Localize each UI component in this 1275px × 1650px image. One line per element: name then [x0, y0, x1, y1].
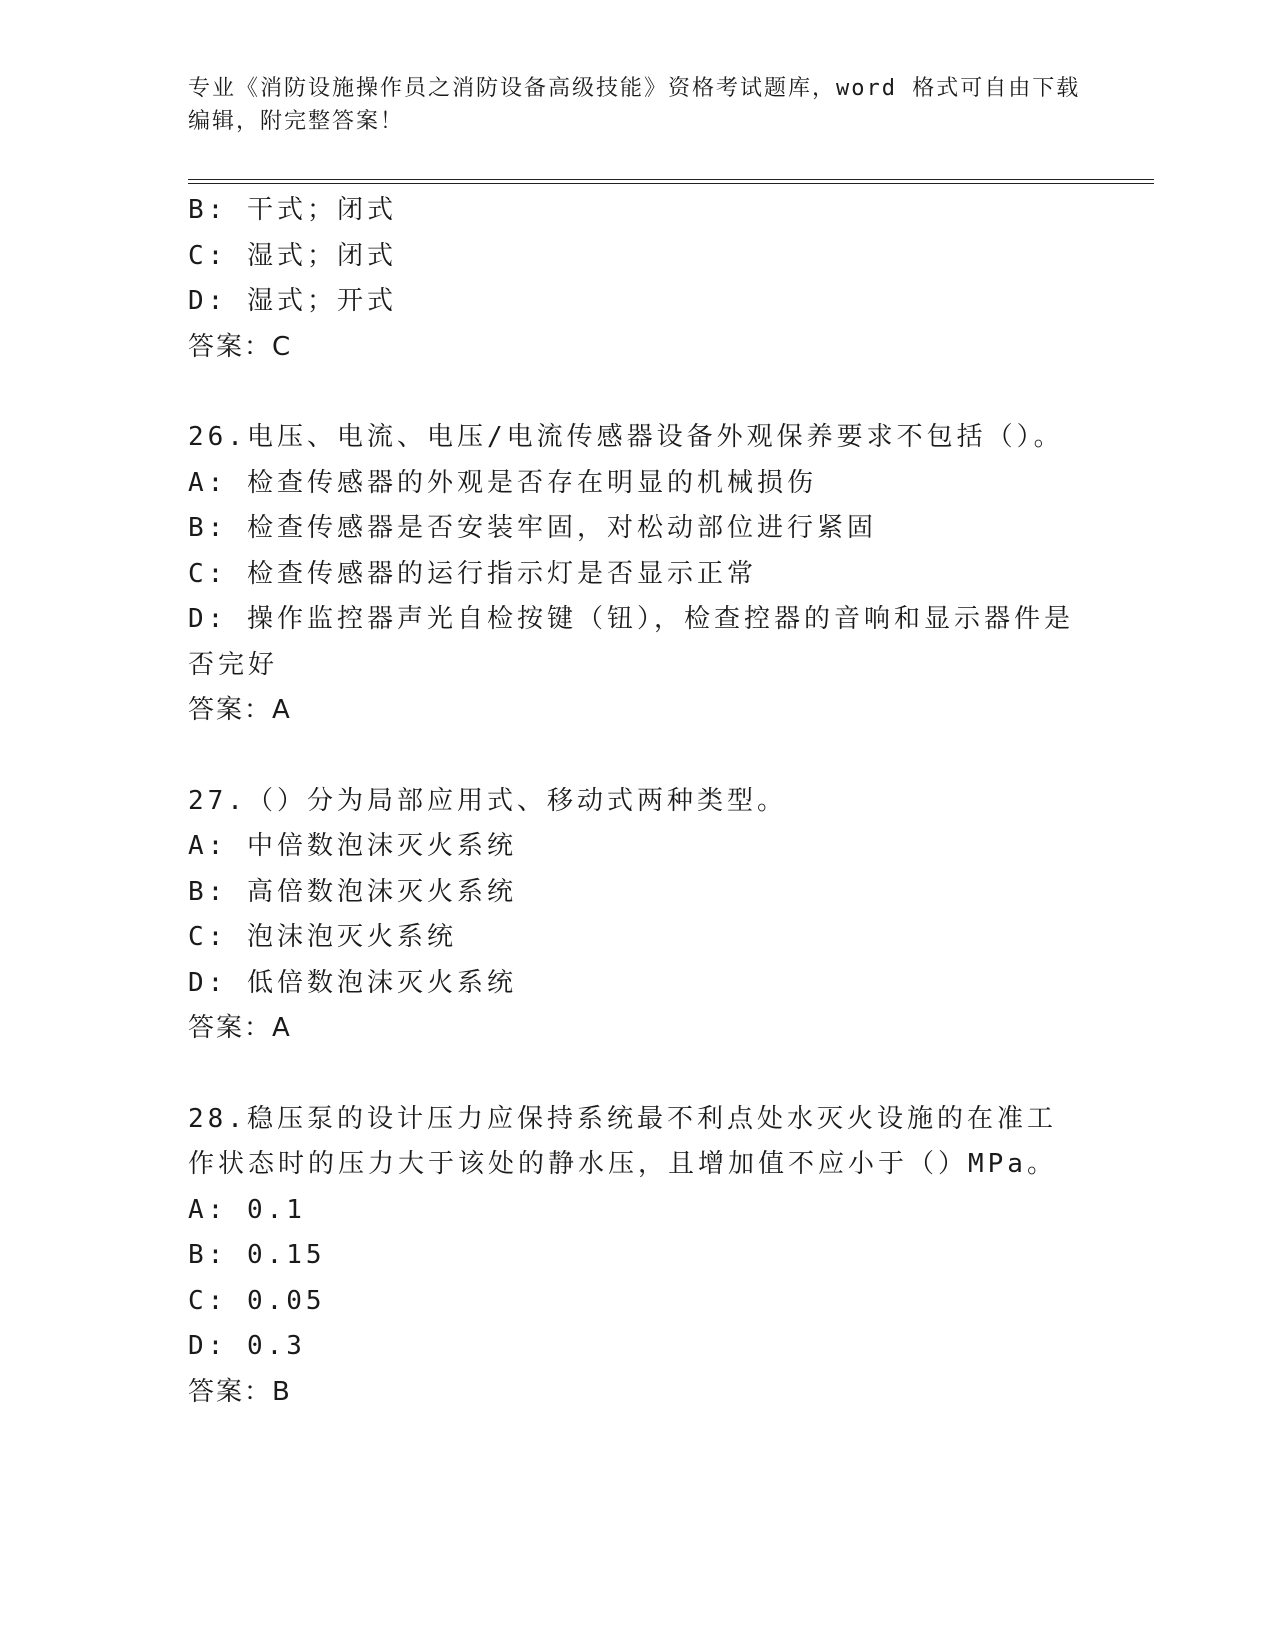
question-stem: 28.稳压泵的设计压力应保持系统最不利点处水灭火设施的在准工作状态时的压力大于该处的静水压，且增加值不应小于（）MPa。 — [188, 1103, 1057, 1179]
option-c: C: 检查传感器的运行指示灯是否显示正常 — [188, 558, 757, 589]
option-c: C: 泡沫泡灭火系统 — [188, 922, 457, 952]
header-divider-top — [188, 179, 1154, 180]
option-c: C: 湿式；闭式 — [188, 240, 397, 271]
spacer — [188, 1052, 1088, 1097]
option-a: A: 检查传感器的外观是否存在明显的机械损伤 — [188, 467, 817, 498]
option-b: B: 干式；闭式 — [188, 195, 397, 225]
option-d: D: 0.3 — [188, 1331, 306, 1361]
question-stem: 27.（）分为局部应用式、移动式两种类型。 — [188, 785, 787, 816]
answer-line: 答案：A — [188, 695, 292, 725]
option-c: C: 0.05 — [188, 1285, 326, 1316]
question-27 — [188, 779, 1088, 1052]
answer-line: 答案：A — [188, 1013, 292, 1043]
option-a: A: 中倍数泡沫灭火系统 — [188, 831, 517, 861]
spacer — [188, 734, 1088, 779]
header-divider-bottom — [188, 183, 1154, 184]
answer-line: 答案：C — [188, 331, 293, 362]
prev-question-block — [188, 188, 1088, 370]
question-26 — [188, 415, 1088, 734]
option-b: B: 0.15 — [188, 1240, 326, 1270]
option-d: D: 低倍数泡沫灭火系统 — [188, 967, 517, 998]
option-d: D: 湿式；开式 — [188, 286, 397, 316]
question-28 — [188, 1097, 1088, 1416]
option-b: B: 高倍数泡沫灭火系统 — [188, 876, 517, 907]
answer-line: 答案：B — [188, 1376, 292, 1407]
option-a: A: 0.1 — [188, 1194, 306, 1225]
question-stem: 26.电压、电流、电压/电流传感器设备外观保养要求不包括（）。 — [188, 422, 1064, 452]
question-content — [188, 188, 1088, 1415]
option-d: D: 操作监控器声光自检按键（钮），检查控器的音响和显示器件是否完好 — [188, 604, 1074, 680]
spacer — [188, 370, 1088, 415]
option-b: B: 检查传感器是否安装牢固，对松动部位进行紧固 — [188, 513, 877, 543]
document-header: 专业《消防设施操作员之消防设备高级技能》资格考试题库，word 格式可自由下载编辑，附完整答案！ — [188, 76, 1081, 134]
